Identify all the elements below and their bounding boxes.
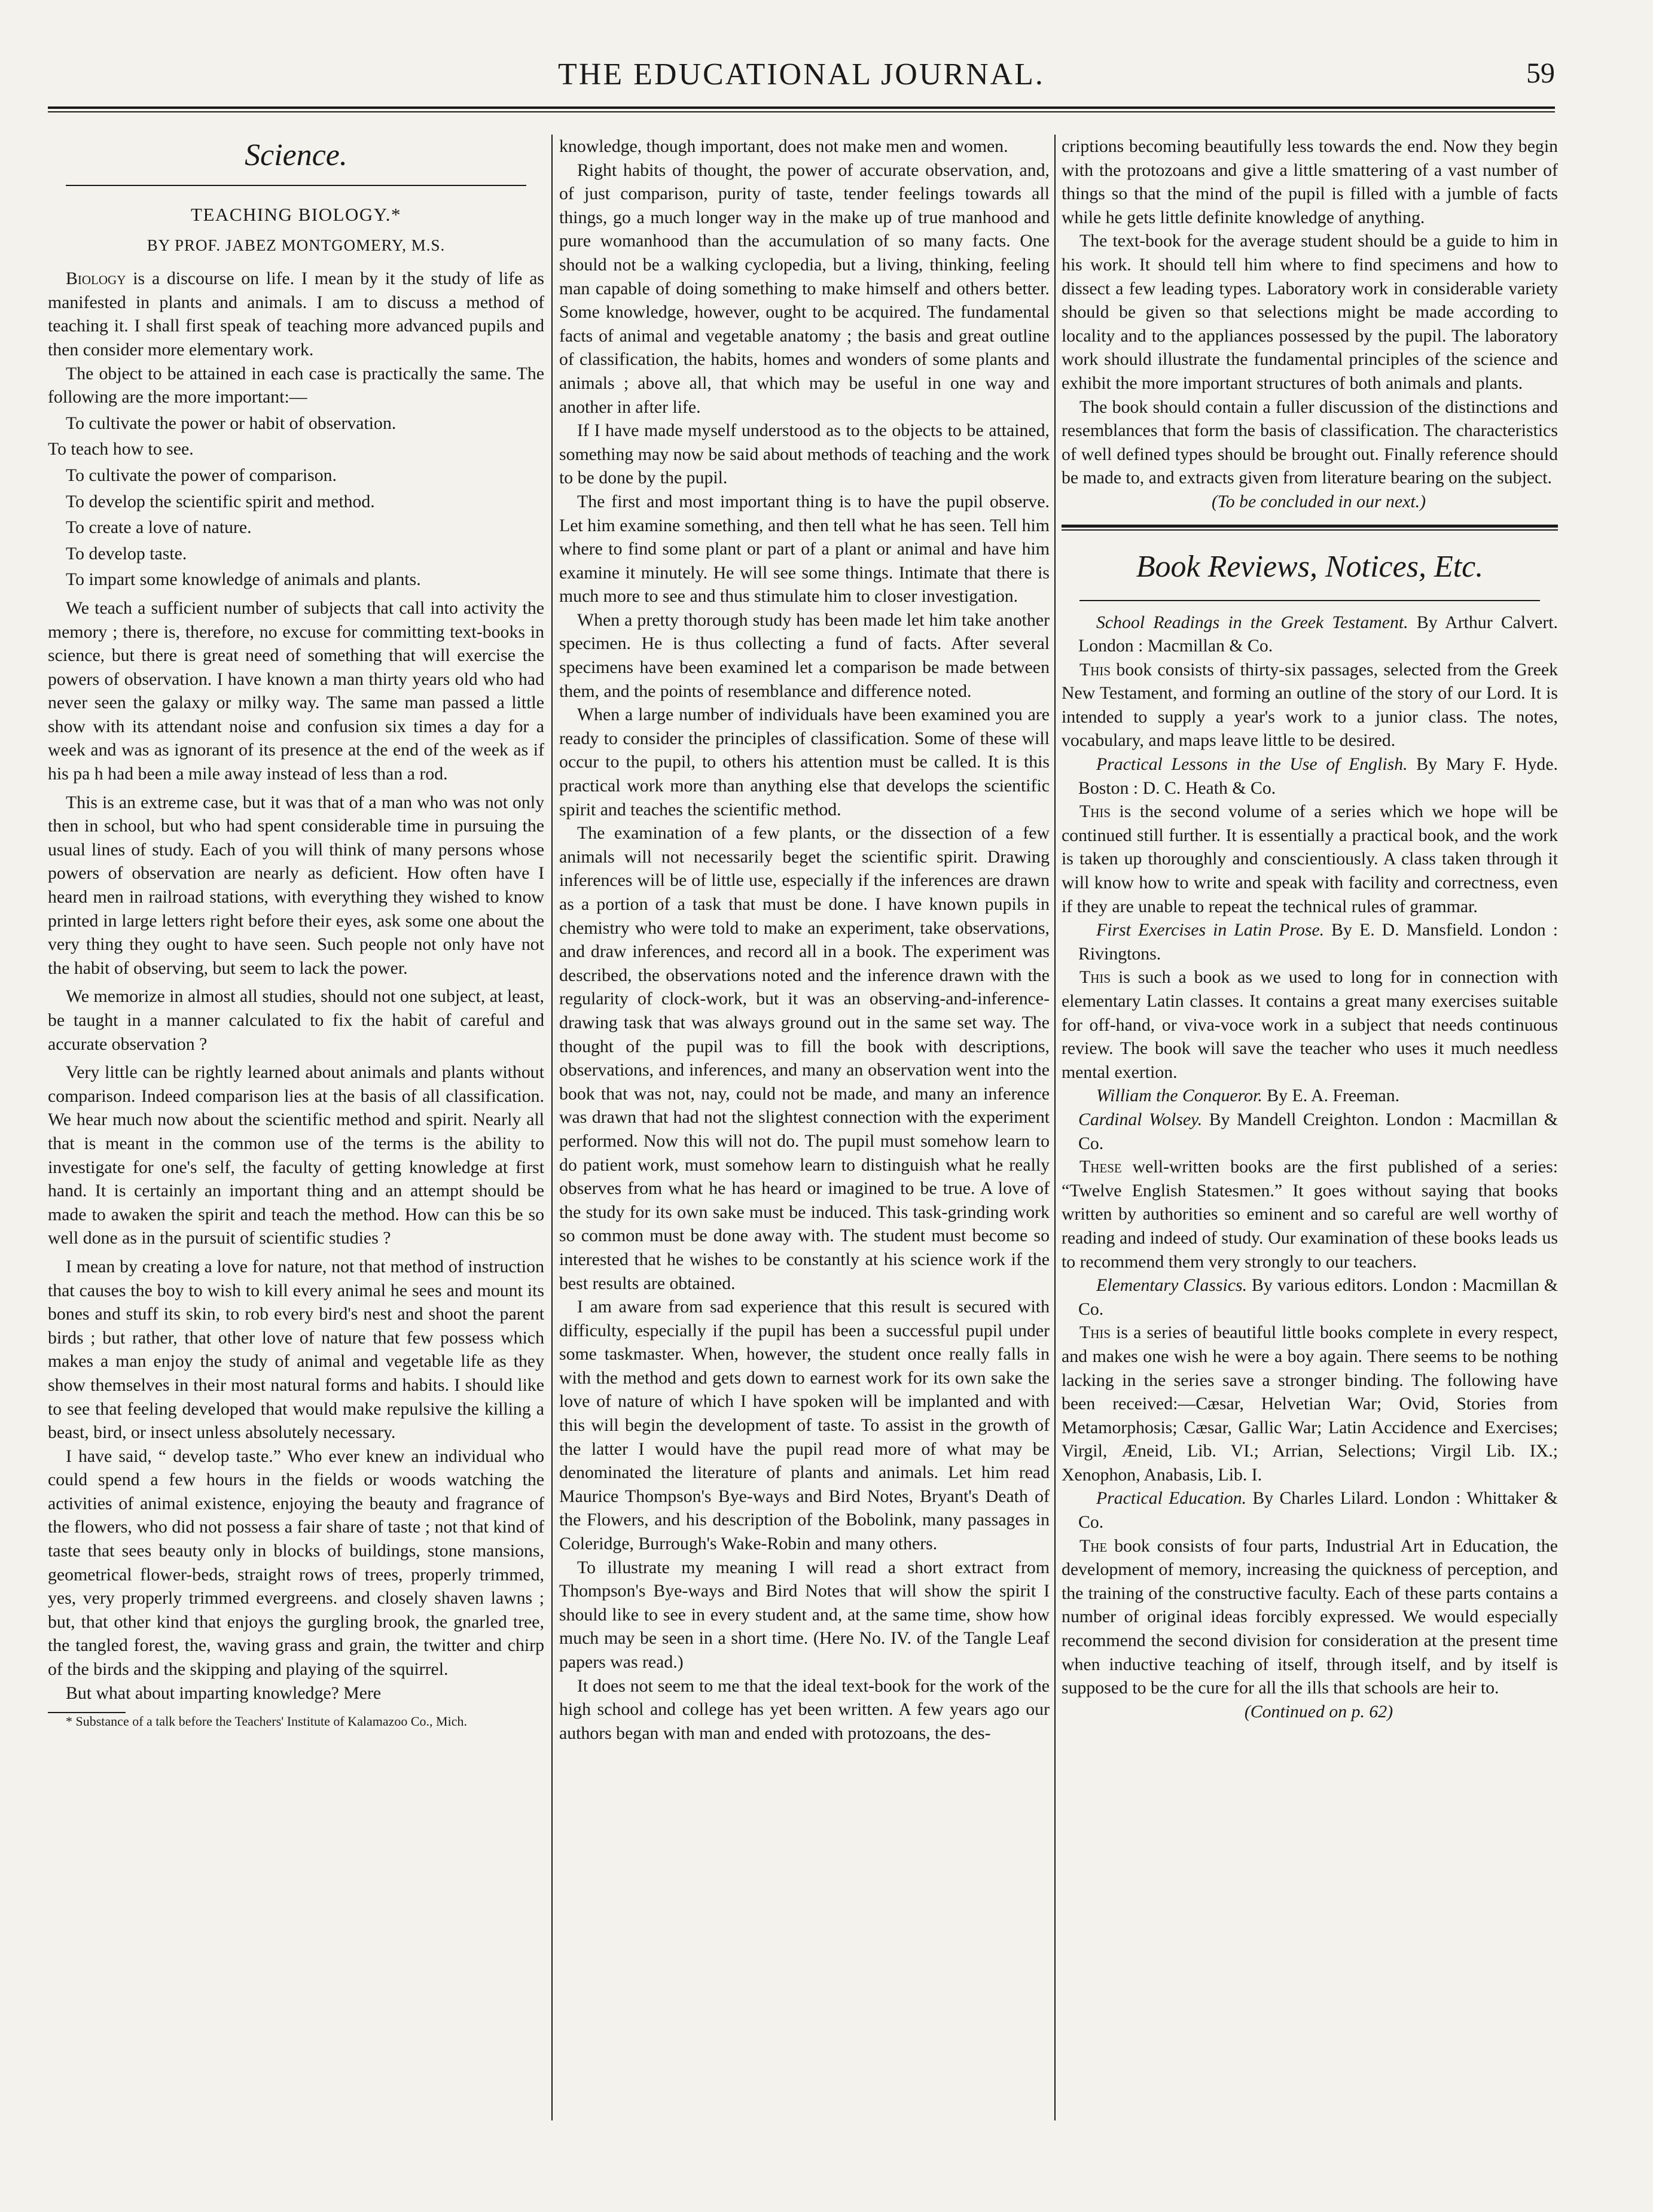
review-credit: By E. D. Mansfield. London : Rivingtons. <box>1078 920 1558 964</box>
section-divider <box>1079 600 1540 601</box>
review-lead: This <box>1079 659 1111 680</box>
objective-item: To create a love of nature. <box>66 517 252 538</box>
review-item <box>1062 611 1558 753</box>
paragraph: The book should contain a fuller discussion of the distinctions and resemblances that form the basis of classification. The characteristics of well defined types should be brought out. Finally reference should be made to, and extracts given from literature bearing on the subject. <box>1062 397 1558 488</box>
review-credit: By Mandell Creighton. London : Macmillan & Co. <box>1078 1109 1558 1153</box>
review-body <box>1062 658 1558 752</box>
section-heading-science: Science. <box>245 138 347 172</box>
review-text: is the second volume of a series which we hope will be continued still further. It is essentially a practical book, and the work is taken up thoroughly and conscientiously. A class taken through it will know how to write and speak with facility and correctness, even if they are unable to repeat the technical rules of grammar. <box>1062 802 1558 916</box>
review-item <box>1062 1486 1558 1699</box>
review-credit: By various editors. London : Macmillan & Co. <box>1078 1275 1558 1319</box>
review-credit: By Mary F. Hyde. Boston : D. C. Heath & Co. <box>1078 754 1558 798</box>
paragraph-text: is a discourse on life. I mean by it the study of life as manifested in plants and animals. I am to discuss a method of teaching it. I shall first speak of teaching more advanced pupils and then consider more elementary work. <box>48 269 544 359</box>
to-be-concluded-note: (To be concluded in our next.) <box>1211 491 1426 511</box>
paragraph: I am aware from sad experience that this result is secured with difficulty, especially if the pupil has been a successful pupil under some taskmaster. When, however, the student once really falls in with the method and gets down to earnest work for its own sake the love of nature of which I have spoken will be implanted and with this will begin the development of taste. To assist in the growth of the latter I would have the pupil read more of what may be denominated the literature of plants and animals. Let him read Maurice Thompson's Bye-ways and Bird Notes, Bryant's Death of the Flowers, and his description of the Bobolink, many passages in Coleridge, Burrough's Wake-Robin and many others. <box>559 1297 1050 1554</box>
paragraph: I mean by creating a love for nature, not that method of instruction that causes the boy to wish to kill every animal he sees and mount its bones and stuff its skin, to rob every bird's nest and shoot the parent birds ; but rather, that other love of nature that few possess which makes a man enjoy the study of animal and vegetable life as they show themselves in their most natural forms and habits. I should like to see that feeling developed that would make repulsive the killing a beast, bird, or insect unless absolutely necessary. <box>48 1256 544 1443</box>
column-reviews <box>1062 135 1558 1723</box>
paragraph: It does not seem to me that the ideal text-book for the work of the high school and college has yet been written. A few years ago our authors began with man and ended with protozoans, the des- <box>559 1675 1050 1743</box>
section-divider <box>66 185 526 186</box>
review-book-title: Practical Lessons in the Use of English. <box>1096 754 1408 775</box>
paragraph: Right habits of thought, the power of accurate observation, and, of just comparison, purity of taste, tender feelings towards all things, go a much longer way in the make up of true manhood and pure womanhood than the accumulation of so many facts. One should not be a walking cyclopedia, but a living, thinking, feeling man capable of doing something to make himself and others better. Some knowledge, however, ought to be acquired. The fundamental facts of animal and vegetable anatomy ; the basis and great outline of classification, the habits, homes and wonders of some plants and animals ; above all, that which may be useful in one way and another in after life. <box>559 160 1050 417</box>
review-text: is a series of beautiful little books complete in every respect, and makes one wish he were a boy again. There seems to be nothing lacking in the series save a stronger binding. The following have been received:—Cæsar, Helvetian War; Ovid, Stories from Metamorphosis; Cæsar, Gallic War; Latin Accidence and Exercises; Virgil, Æneid, Lib. VI.; Arrian, Selections; Virgil Lib. IX.; Xenophon, Anabasis, Lib. I. <box>1062 1323 1558 1485</box>
continued-note: (Continued on p. 62) <box>1244 1701 1393 1722</box>
section-rule-thin <box>1062 529 1558 531</box>
review-title <box>1062 752 1558 800</box>
review-book-title: Elementary Classics. <box>1096 1275 1248 1296</box>
paragraph-lead: Biology <box>66 269 126 289</box>
paragraph: This is an extreme case, but it was that of a man who was not only then in school, but who had spent considerable time in pursuing the usual lines of study. Each of you will think of many persons whose powers of observation are nearly as deficient. How often have I heard men in railroad stations, with everything they wished to know printed in large letters right before their eyes, ask some one about the very thing they ought to have seen. Such people not only have not the habit of observing, but seem to lack the power. <box>48 792 544 978</box>
paragraph: We teach a sufficient number of subjects that call into activity the memory ; there is, therefore, no excuse for committing text-books in science, but there is great need of something that will exercise the powers of observation. I have known a man thirty years old who had never seen the galaxy or milky way. The same man passed a little show with its attendant noise and confusion six times a day for a week and was as ignorant of its presence at the end of the week as if his pa h had been a mile away instead of less than a rod. <box>48 598 544 784</box>
section-heading-book-reviews: Book Reviews, Notices, Etc. <box>1136 549 1484 584</box>
paragraph: Very little can be rightly learned about animals and plants without comparison. Indeed comparison lies at the basis of all classification. We hear much now about the scientific method and spirit. Nearly all that is meant in the common use of the terms is the ability to investigate for one's self, the faculty of getting knowledge at first hand. It is certainly an important thing and an attempt should be made to awaken the spirit and teach the method. How can this be so well done as in the pursuit of scientific studies ? <box>48 1062 544 1248</box>
review-book-title: School Readings in the Greek Testament. <box>1096 612 1408 632</box>
review-item <box>1062 918 1558 1084</box>
review-body <box>1062 965 1558 1084</box>
review-lead: This <box>1079 802 1111 822</box>
review-lead: These <box>1079 1157 1122 1177</box>
review-body <box>1062 1155 1558 1273</box>
review-body <box>1062 1534 1558 1700</box>
paragraph: When a pretty thorough study has been made let him take another specimen. He is thus collecting a fund of facts. After several specimens have been examined let a comparison be made between them, and the points of resemblance and difference noted. <box>559 610 1050 701</box>
paragraph: We memorize in almost all studies, should not one subject, at least, be taught in a manner calculated to fix the habit of careful and accurate observation ? <box>48 986 544 1054</box>
review-text: book consists of thirty-six passages, selected from the Greek New Testament, and forming an outline of the story of our Lord. It is intended to supply a year's work to a junior class. The notes, vocabulary, and maps leave little to be desired. <box>1062 659 1558 751</box>
review-book-title: Practical Education. <box>1096 1488 1247 1509</box>
objective-item: To teach how to see. <box>48 439 194 459</box>
paragraph: knowledge, though important, does not make men and women. <box>559 136 1008 156</box>
objective-item: To develop the scientific spirit and method. <box>66 491 375 511</box>
review-body <box>1062 1321 1558 1486</box>
review-lead: This <box>1079 967 1111 988</box>
header-rule-thin <box>48 111 1555 112</box>
review-item <box>1062 1084 1558 1273</box>
paragraph: The examination of a few plants, or the dissection of a few animals will not necessarily beget the scientific spirit. Drawing inferences will be of little use, especially if the inferences are drawn as a portion of a task that must be done. I have known pupils in chemistry who were told to make an experiment, take observations, and draw inferences, and record all in a book. The experiment was described, the observations noted and the inference drawn with the regularity of clock-work, but it was an observing-and-inference-drawing task that was always ground out in the same set way. The thought of the pupil was to fill the book with descriptions, observations, and inferences, and many an observation went into the book that was not, nay, could not be made, and many an inference was drawn that had not the slightest connection with the experiment performed. Now this will not do. The pupil must somehow learn to do patient work, must somehow learn to distinguish what he really observes from what he has heard or imagined to be true. A love of the study for its own sake must be induced. This task-grinding work so common must be done away with. The student must become so interested that he wishes to be constantly at his science work if the best results are obtained. <box>559 823 1050 1293</box>
paragraph: criptions becoming beautifully less towards the end. Now they begin with the protozoans and give a little smattering of a vast number of things so that the mind of the pupil is filled with a jumble of facts while he gets little definite knowledge of anything. <box>1062 136 1558 227</box>
objective-item: To cultivate the power of comparison. <box>66 465 337 485</box>
review-title <box>1062 918 1558 965</box>
review-credit: By Charles Lilard. London : Whittaker & Co. <box>1078 1488 1558 1532</box>
review-credit: By Arthur Calvert. London : Macmillan & Co. <box>1078 612 1558 656</box>
paragraph: To illustrate my meaning I will read a short extract from Thompson's Bye-ways and Bird Notes that will show the spirit I should like to see in every student and, at the same time, show how much may be seen in a short time. (Here No. IV. of the Tangle Leaf papers was read.) <box>559 1557 1050 1672</box>
paragraph: I have said, “ develop taste.” Who ever knew an individual who could spend a few hours in the fields or woods watching the activities of animal existence, enjoying the beauty and fragrance of the flowers, who did not possess a fair share of taste ; not that kind of taste that sees beauty only in blocks of buildings, stone mansions, geometrical flower-beds, straight rows of trees, properly trimmed, yes, very properly trimmed evergreens. and closely shaven lawns ; but, that other kind that enjoys the gurgling brook, the gnarled tree, the tangled forest, the, waving grass and grain, the twitter and chirp of the birds and the skipping and playing of the squirrel. <box>48 1446 544 1680</box>
paragraph: The first and most important thing is to have the pupil observe. Let him examine something, and then tell what he has seen. Tell him where to find some plant or part of a plant or animal and have him examine it minutely. He will see some things. Intimate that there is much more to see and thus stimulate him to closer investigation. <box>559 491 1050 607</box>
review-lead: The <box>1079 1535 1108 1556</box>
review-lead: This <box>1079 1323 1111 1343</box>
article-byline: BY PROF. JABEZ MONTGOMERY, M.S. <box>147 236 446 254</box>
review-item <box>1062 1273 1558 1486</box>
review-text: well-written books are the first published of a series: “Twelve English Statesmen.” It goes without saying that books written by authorities so eminent and so careful are well worthy of reading and indeed of study. Our examination of these books leads us to recommend them very strongly to our teachers. <box>1062 1157 1558 1272</box>
paragraph <box>48 267 544 361</box>
paragraph: When a large number of individuals have been examined you are ready to consider the principles of classification. Some of these will occur to the pupil, to others his attention must be called. It is this practical work more than anything else that develops the scientific spirit and teaches the scientific method. <box>559 705 1050 819</box>
section-rule-thick <box>1062 525 1558 528</box>
objective-item: To develop taste. <box>66 543 187 563</box>
paragraph: If I have made myself understood as to the objects to be attained, something may now be said about methods of teaching and the work to be done by the pupil. <box>559 421 1050 488</box>
review-book-title: William the Conqueror. <box>1096 1086 1262 1106</box>
footnote: * Substance of a talk before the Teachers' Institute of Kalamazoo Co., Mich. <box>66 1714 467 1729</box>
article-title: TEACHING BIOLOGY.* <box>191 204 401 225</box>
journal-title: THE EDUCATIONAL JOURNAL. <box>558 57 1045 92</box>
review-item <box>1062 752 1558 918</box>
review-title <box>1062 1084 1558 1155</box>
review-title <box>1062 611 1558 658</box>
review-credit: By E. A. Freeman. <box>1262 1086 1400 1106</box>
review-title <box>1062 1273 1558 1321</box>
objective-item: To impart some knowledge of animals and plants. <box>66 569 421 590</box>
paragraph: But what about imparting knowledge? Mere <box>66 1683 382 1703</box>
review-text: book consists of four parts, Industrial Art in Education, the development of memory, increasing the quickness of perception, and the training of the constructive faculty. Each of these parts contains a number of original ideas forcibly expressed. We would especially recommend the second division for consideration at the present time when inductive teaching of itself, through itself, and by itself is supposed to be the cure for all the ills that schools are heir to. <box>1062 1535 1558 1698</box>
column-science-continued <box>559 135 1050 1745</box>
header-rule-thick <box>48 106 1555 109</box>
review-title <box>1062 1486 1558 1534</box>
review-text: is such a book as we used to long for in connection with elementary Latin classes. It contains a great many exercises suitable for off-hand, or viva-voce work in a subject that needs continuous review. The book will save the teacher who uses it much needless mental exertion. <box>1062 967 1558 1082</box>
column-rule-2 <box>1054 135 1056 2120</box>
page-number: 59 <box>1526 57 1555 89</box>
column-rule-1 <box>551 135 553 2120</box>
review-book-title: First Exercises in Latin Prose. <box>1096 920 1325 940</box>
page-header <box>48 57 1555 105</box>
review-book-title: Cardinal Wolsey. <box>1078 1109 1203 1129</box>
paragraph: The object to be attained in each case is practically the same. The following are the more important:— <box>48 363 544 407</box>
column-science <box>48 135 544 1730</box>
review-body <box>1062 800 1558 918</box>
objective-item: To cultivate the power or habit of observation. <box>66 413 397 433</box>
paragraph: The text-book for the average student should be a guide to him in his work. It should tell him where to find specimens and how to dissect a few leading types. Laboratory work in considerable variety should be given so that selections might be made according to locality and to the appliances possessed by the pupil. The laboratory work should illustrate the fundamental principles of the science and exhibit the more important structures of both animals and plants. <box>1062 231 1558 393</box>
